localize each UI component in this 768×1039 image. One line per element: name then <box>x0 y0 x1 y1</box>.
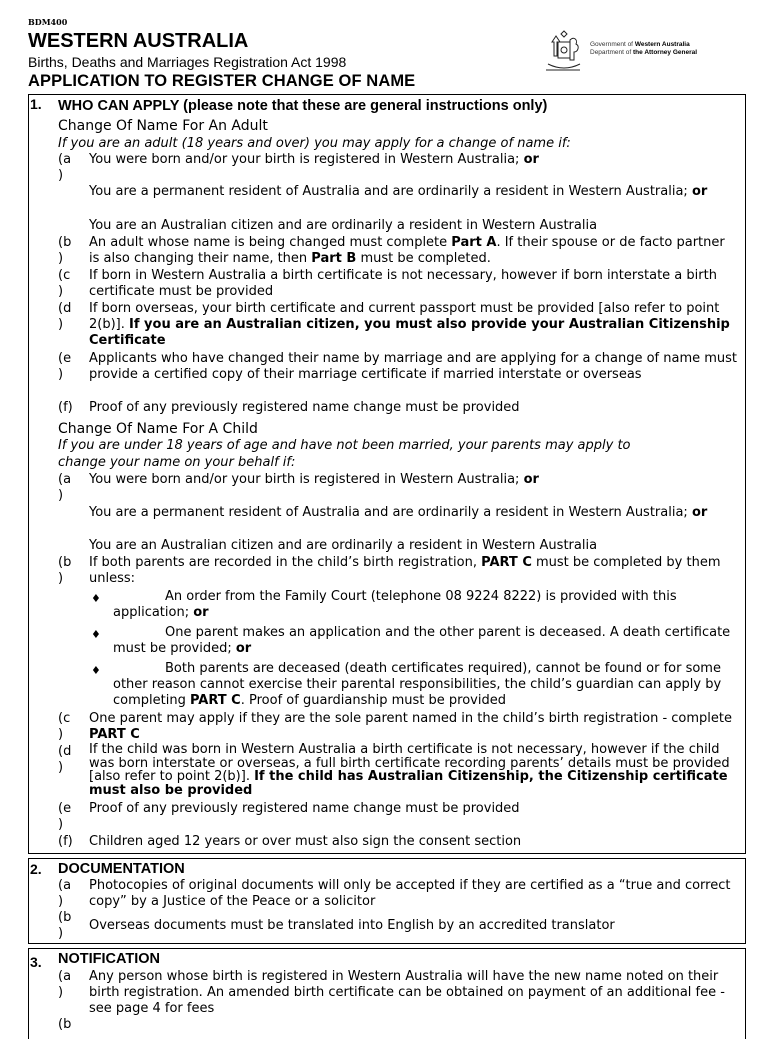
section-heading: DOCUMENTATION <box>58 861 185 877</box>
item-label: (a ) <box>58 878 72 909</box>
item-label: (b ) <box>58 555 72 586</box>
child-bullet-3: Both parents are deceased (death certificates required), cannot be found or for some other reason cannot exercise their parental responsibilities, the child’s guardian can apply by completing PART C. Proof of guardianship must be provided <box>113 661 722 708</box>
bullet-icon: ♦ <box>91 628 101 641</box>
subheading-child: Change Of Name For A Child <box>58 421 258 437</box>
government-name: Government of Western Australia Department of the Attorney General <box>590 41 698 56</box>
item-label: (d ) <box>58 744 72 775</box>
item-label: (a ) <box>58 152 72 183</box>
item-label: (b ) <box>58 235 72 266</box>
section-number: 3. <box>30 954 42 970</box>
bullet-icon: ♦ <box>91 664 101 677</box>
adult-item-a2: You are a permanent resident of Australia and are ordinarily a resident in Western Australia; or <box>89 184 708 199</box>
child-intro-line2: change your name on your behalf if: <box>58 455 296 470</box>
subheading-adult: Change Of Name For An Adult <box>58 118 268 134</box>
adult-item-c: If born in Western Australia a birth certificate is not necessary, however if born interstate a birth certificate must be provided <box>89 268 717 299</box>
item-label: (b <box>58 1017 72 1032</box>
section-number: 2. <box>30 861 42 877</box>
adult-item-a3: You are an Australian citizen and are ordinarily a resident in Western Australia <box>89 218 598 233</box>
adult-item-d: If born overseas, your birth certificate and current passport must be provided [also refer to point 2(b)]. If you are an Australian citizen, you must also provide your Australian Citizenship Certificate <box>89 301 730 348</box>
item-label: (b ) <box>58 910 72 941</box>
item-label: (a ) <box>58 472 72 503</box>
item-label: (c ) <box>58 268 71 299</box>
child-item-a1: You were born and/or your birth is registered in Western Australia; or <box>89 472 539 487</box>
notification-item-a: Any person whose birth is registered in Western Australia will have the new name noted on their birth registration. An amended birth certificate can be obtained on payment of an additional fee - see page 4 for fees <box>89 969 725 1016</box>
documentation-item-a: Photocopies of original documents will only be accepted if they are certified as a “true and correct copy” by a Justice of the Peace or a solicitor <box>89 878 731 909</box>
child-item-f: Children aged 12 years or over must also sign the consent section <box>89 834 522 849</box>
government-logo <box>538 30 738 74</box>
adult-item-f: Proof of any previously registered name change must be provided <box>89 400 520 415</box>
act-title: Births, Deaths and Marriages Registration Act 1998 <box>28 54 347 70</box>
adult-item-a1: You were born and/or your birth is registered in Western Australia; or <box>89 152 539 167</box>
coat-of-arms-icon <box>538 30 588 74</box>
item-label: (e ) <box>58 351 72 382</box>
bullet-icon: ♦ <box>91 592 101 605</box>
section-number: 1. <box>30 96 42 112</box>
documentation-item-b: Overseas documents must be translated into English by an accredited translator <box>89 918 615 933</box>
child-intro-line1: If you are under 18 years of age and have not been married, your parents may apply to <box>58 438 631 453</box>
item-label: (f) <box>58 834 73 849</box>
state-title: WESTERN AUSTRALIA <box>28 30 249 52</box>
child-bullet-1: An order from the Family Court (telephone 08 9224 8222) is provided with this application; or <box>113 589 677 620</box>
item-label: (e ) <box>58 801 72 832</box>
form-title: APPLICATION TO REGISTER CHANGE OF NAME <box>28 72 416 90</box>
section-documentation <box>28 858 746 944</box>
child-item-d: If the child was born in Western Australia a birth certificate is not necessary, however if the child was born interstate or overseas, a full birth certificate recording parents’ details must be provided [also refer to point 2(b)]. If the child has Australian Citizenship, the Citizenship certificate must also be provided <box>89 742 730 798</box>
section-notification <box>28 948 746 1039</box>
form-header <box>28 0 748 95</box>
item-label: (f) <box>58 400 73 415</box>
adult-item-e: Applicants who have changed their name by marriage and are applying for a change of name must provide a certified copy of their marriage certificate if married interstate or overseas <box>89 351 738 382</box>
section-heading: NOTIFICATION <box>58 951 161 967</box>
adult-intro: If you are an adult (18 years and over) you may apply for a change of name if: <box>58 136 571 151</box>
child-item-e: Proof of any previously registered name change must be provided <box>89 801 520 816</box>
item-label: (d ) <box>58 301 72 332</box>
adult-item-b: An adult whose name is being changed must complete Part A. If their spouse or de facto partner is also changing their name, then Part B must be completed. <box>89 235 725 266</box>
item-label: (c ) <box>58 711 71 742</box>
child-item-a2: You are a permanent resident of Australia and are ordinarily a resident in Western Australia; or <box>89 505 708 520</box>
child-item-b: If both parents are recorded in the child’s birth registration, PART C must be completed by them unless: <box>89 555 721 586</box>
section-heading: WHO CAN APPLY (please note that these are general instructions only) <box>58 98 548 114</box>
child-item-c: One parent may apply if they are the sole parent named in the child’s birth registration - complete PART C <box>89 711 732 742</box>
form-code: BDM400 <box>28 17 68 27</box>
child-bullet-2: One parent makes an application and the other parent is deceased. A death certificate must be provided; or <box>113 625 731 656</box>
item-label: (a ) <box>58 969 72 1000</box>
child-item-a3: You are an Australian citizen and are ordinarily a resident in Western Australia <box>89 538 598 553</box>
section-who-can-apply <box>28 94 746 854</box>
